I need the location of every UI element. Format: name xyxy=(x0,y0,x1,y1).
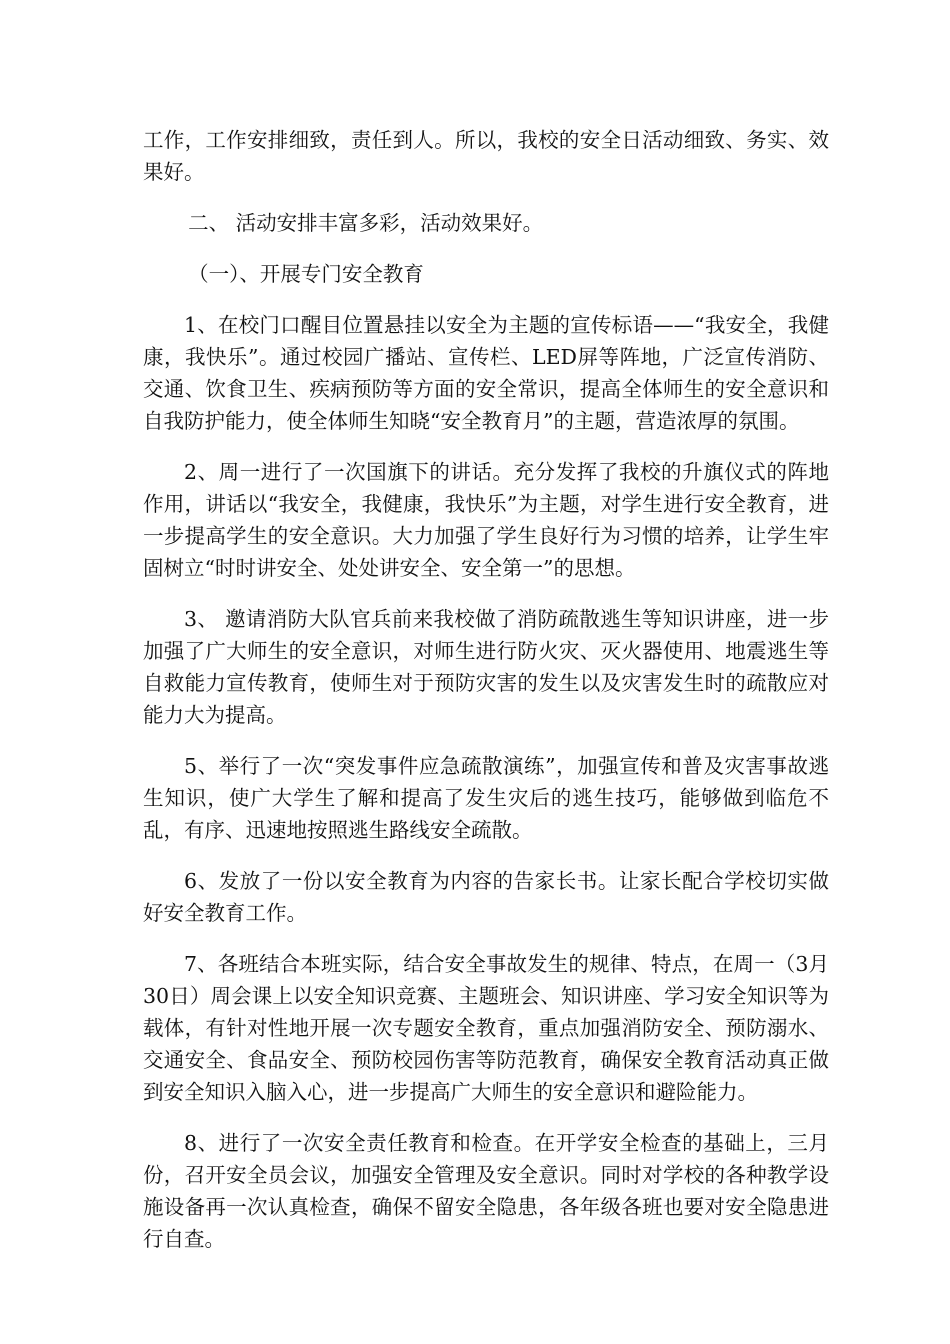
paragraph-item-6: 6、发放了一份以安全教育为内容的告家长书。让家长配合学校切实做好安全教育工作。 xyxy=(143,869,829,925)
paragraph-continuation: 工作，工作安排细致，责任到人。所以，我校的安全日活动细致、务实、效果好。 xyxy=(143,128,829,184)
paragraph-item-8: 8、进行了一次安全责任教育和检查。在开学安全检查的基础上，三月份，召开安全员会议，加强安全管理及安全意识。同时对学校的各种教学设施设备再一次认真检查，确保不留安全隐患，各年级各班也要对安全隐患进行自查。 xyxy=(143,1131,829,1251)
paragraph-item-2: 2、周一进行了一次国旗下的讲话。充分发挥了我校的升旗仪式的阵地作用，讲话以“我安全，我健康，我快乐”为主题，对学生进行安全教育，进一步提高学生的安全意识。大力加强了学生良好行为习惯的培养，让学生牢固树立“时时讲安全、处处讲安全、安全第一”的思想。 xyxy=(143,460,829,580)
paragraph-item-3: 3、 邀请消防大队官兵前来我校做了消防疏散逃生等知识讲座，进一步加强了广大师生的安全意识，对师生进行防火灾、灭火器使用、地震逃生等自救能力宣传教育，使师生对于预防灾害的发生以及灾害发生时的疏散应对能力大为提高。 xyxy=(143,607,829,727)
section-heading: 二、 活动安排丰富多彩，活动效果好。 xyxy=(188,211,544,235)
paragraph-item-1: 1、在校门口醒目位置悬挂以安全为主题的宣传标语——“我安全，我健康，我快乐”。通过校园广播站、宣传栏、LED屏等阵地，广泛宣传消防、交通、饮食卫生、疾病预防等方面的安全常识，提高全体师生的安全意识和自我防护能力，使全体师生知晓“安全教育月”的主题，营造浓厚的氛围。 xyxy=(143,313,829,433)
subsection-heading: （一）、开展专门安全教育 xyxy=(188,262,424,286)
paragraph-item-5: 5、举行了一次“突发事件应急疏散演练”，加强宣传和普及灾害事故逃生知识，使广大学生了解和提高了发生灾后的逃生技巧，能够做到临危不乱，有序、迅速地按照逃生路线安全疏散。 xyxy=(143,754,829,842)
paragraph-item-7: 7、各班结合本班实际，结合安全事故发生的规律、特点，在周一（3月30日）周会课上以安全知识竞赛、主题班会、知识讲座、学习安全知识等为载体，有针对性地开展一次专题安全教育，重点加强消防安全、预防溺水、交通安全、食品安全、预防校园伤害等防范教育，确保安全教育活动真正做到安全知识入脑入心，进一步提高广大师生的安全意识和避险能力。 xyxy=(143,952,829,1104)
document-body xyxy=(143,124,829,1274)
